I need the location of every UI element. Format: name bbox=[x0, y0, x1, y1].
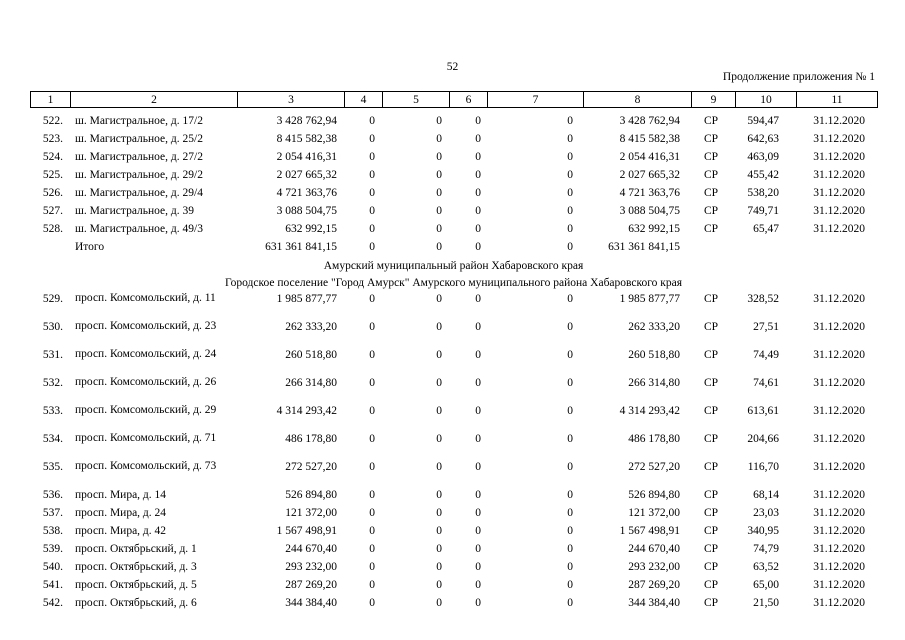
cell-col-11: 31.12.2020 bbox=[813, 561, 865, 573]
cell-col-4: 0 bbox=[369, 293, 375, 305]
cell-col-7: 0 bbox=[567, 543, 573, 555]
address-cell: просп. Мира, д. 42 bbox=[75, 525, 167, 537]
address-cell: ш. Магистральное, д. 17/2 bbox=[75, 115, 203, 127]
cell-col-10: 21,50 bbox=[753, 597, 779, 609]
cell-col-8: 3 428 762,94 bbox=[619, 115, 680, 127]
cell-col-7: 0 bbox=[567, 205, 573, 217]
cell-col-6: 0 bbox=[475, 579, 481, 591]
col-header-7: 7 bbox=[488, 92, 584, 108]
cell-col-3: 486 178,80 bbox=[285, 433, 337, 445]
cell-col-6: 0 bbox=[475, 489, 481, 501]
table-row bbox=[30, 321, 877, 349]
cell-col-10: 613,61 bbox=[747, 405, 779, 417]
section-heading-settlement: Городское поселение "Город Амурск" Амурского муниципального района Хабаровского края bbox=[224, 277, 683, 289]
total-v4: 0 bbox=[369, 241, 375, 253]
total-v5: 0 bbox=[436, 241, 442, 253]
cell-col-8: 486 178,80 bbox=[628, 433, 680, 445]
cell-col-7: 0 bbox=[567, 169, 573, 181]
cell-col-8: 4 314 293,42 bbox=[619, 405, 680, 417]
cell-col-5: 0 bbox=[436, 115, 442, 127]
cell-col-9: СР bbox=[703, 543, 719, 555]
cell-col-7: 0 bbox=[567, 377, 573, 389]
cell-col-4: 0 bbox=[369, 525, 375, 537]
cell-col-10: 642,63 bbox=[747, 133, 779, 145]
cell-col-10: 204,66 bbox=[747, 433, 779, 445]
cell-col-6: 0 bbox=[475, 405, 481, 417]
cell-col-11: 31.12.2020 bbox=[813, 205, 865, 217]
cell-col-11: 31.12.2020 bbox=[813, 461, 865, 473]
cell-col-9: СР bbox=[703, 461, 719, 473]
cell-col-4: 0 bbox=[369, 433, 375, 445]
cell-col-10: 340,95 bbox=[747, 525, 779, 537]
address-cell: просп. Октябрьский, д. 5 bbox=[75, 579, 197, 591]
cell-col-7: 0 bbox=[567, 461, 573, 473]
address-cell: просп. Октябрьский, д. 3 bbox=[75, 561, 197, 573]
cell-col-9: СР bbox=[703, 187, 719, 199]
address-cell: просп. Мира, д. 24 bbox=[75, 507, 167, 519]
cell-col-9: СР bbox=[703, 115, 719, 127]
cell-col-5: 0 bbox=[436, 405, 442, 417]
cell-col-4: 0 bbox=[369, 133, 375, 145]
col-header-8: 8 bbox=[584, 92, 692, 108]
cell-col-11: 31.12.2020 bbox=[813, 187, 865, 199]
cell-col-8: 244 670,40 bbox=[628, 543, 680, 555]
row-number: 526. bbox=[42, 187, 63, 199]
cell-col-11: 31.12.2020 bbox=[813, 169, 865, 181]
cell-col-6: 0 bbox=[475, 115, 481, 127]
cell-col-11: 31.12.2020 bbox=[813, 543, 865, 555]
row-number: 542. bbox=[42, 597, 63, 609]
cell-col-9: СР bbox=[703, 579, 719, 591]
cell-col-4: 0 bbox=[369, 543, 375, 555]
cell-col-11: 31.12.2020 bbox=[813, 293, 865, 305]
table-row bbox=[30, 187, 877, 205]
total-label: Итого bbox=[75, 241, 105, 253]
cell-col-8: 344 384,40 bbox=[628, 597, 680, 609]
row-number: 524. bbox=[42, 151, 63, 163]
cell-col-4: 0 bbox=[369, 349, 375, 361]
row-number: 540. bbox=[42, 561, 63, 573]
cell-col-5: 0 bbox=[436, 543, 442, 555]
cell-col-5: 0 bbox=[436, 579, 442, 591]
address-cell: ш. Магистральное, д. 27/2 bbox=[75, 151, 203, 163]
address-cell: просп. Комсомольский, д. 29 bbox=[75, 404, 217, 416]
cell-col-3: 262 333,20 bbox=[285, 321, 337, 333]
cell-col-11: 31.12.2020 bbox=[813, 223, 865, 235]
cell-col-4: 0 bbox=[369, 115, 375, 127]
row-number: 536. bbox=[42, 489, 63, 501]
row-number: 541. bbox=[42, 579, 63, 591]
cell-col-8: 1 985 877,77 bbox=[619, 293, 680, 305]
cell-col-5: 0 bbox=[436, 205, 442, 217]
address-cell: ш. Магистральное, д. 39 bbox=[75, 205, 195, 217]
table-row bbox=[30, 169, 877, 187]
table-row bbox=[30, 349, 877, 377]
cell-col-9: СР bbox=[703, 433, 719, 445]
cell-col-5: 0 bbox=[436, 597, 442, 609]
cell-col-11: 31.12.2020 bbox=[813, 579, 865, 591]
cell-col-6: 0 bbox=[475, 321, 481, 333]
cell-col-3: 1 985 877,77 bbox=[276, 293, 337, 305]
address-cell: ш. Магистральное, д. 29/2 bbox=[75, 169, 203, 181]
address-cell: просп. Мира, д. 14 bbox=[75, 489, 167, 501]
col-header-3: 3 bbox=[238, 92, 345, 108]
col-header-2: 2 bbox=[71, 92, 238, 108]
cell-col-11: 31.12.2020 bbox=[813, 377, 865, 389]
col-header-6: 6 bbox=[450, 92, 488, 108]
cell-col-4: 0 bbox=[369, 489, 375, 501]
cell-col-7: 0 bbox=[567, 133, 573, 145]
cell-col-11: 31.12.2020 bbox=[813, 349, 865, 361]
cell-col-11: 31.12.2020 bbox=[813, 133, 865, 145]
cell-col-11: 31.12.2020 bbox=[813, 151, 865, 163]
row-number: 525. bbox=[42, 169, 63, 181]
cell-col-10: 65,47 bbox=[753, 223, 779, 235]
cell-col-10: 749,71 bbox=[747, 205, 779, 217]
cell-col-10: 538,20 bbox=[747, 187, 779, 199]
cell-col-8: 2 027 665,32 bbox=[619, 169, 680, 181]
cell-col-6: 0 bbox=[475, 597, 481, 609]
cell-col-9: СР bbox=[703, 133, 719, 145]
total-v3: 631 361 841,15 bbox=[265, 241, 337, 253]
cell-col-9: СР bbox=[703, 223, 719, 235]
cell-col-7: 0 bbox=[567, 349, 573, 361]
table-row bbox=[30, 579, 877, 597]
cell-col-10: 455,42 bbox=[747, 169, 779, 181]
cell-col-11: 31.12.2020 bbox=[813, 597, 865, 609]
cell-col-5: 0 bbox=[436, 507, 442, 519]
cell-col-4: 0 bbox=[369, 561, 375, 573]
cell-col-3: 272 527,20 bbox=[285, 461, 337, 473]
cell-col-4: 0 bbox=[369, 579, 375, 591]
cell-col-3: 260 518,80 bbox=[285, 349, 337, 361]
cell-col-7: 0 bbox=[567, 579, 573, 591]
cell-col-8: 2 054 416,31 bbox=[619, 151, 680, 163]
row-group-magistralnoe bbox=[30, 115, 877, 241]
table-row bbox=[30, 115, 877, 133]
table-row bbox=[30, 543, 877, 561]
cell-col-10: 74,49 bbox=[753, 349, 779, 361]
cell-col-9: СР bbox=[703, 349, 719, 361]
table-row bbox=[30, 525, 877, 543]
cell-col-3: 2 027 665,32 bbox=[276, 169, 337, 181]
cell-col-7: 0 bbox=[567, 405, 573, 417]
cell-col-5: 0 bbox=[436, 489, 442, 501]
cell-col-8: 260 518,80 bbox=[628, 349, 680, 361]
cell-col-11: 31.12.2020 bbox=[813, 115, 865, 127]
row-number: 527. bbox=[42, 205, 63, 217]
cell-col-5: 0 bbox=[436, 321, 442, 333]
cell-col-3: 2 054 416,31 bbox=[276, 151, 337, 163]
cell-col-8: 121 372,00 bbox=[628, 507, 680, 519]
table-row bbox=[30, 293, 877, 321]
cell-col-7: 0 bbox=[567, 507, 573, 519]
cell-col-7: 0 bbox=[567, 321, 573, 333]
cell-col-9: СР bbox=[703, 377, 719, 389]
cell-col-7: 0 bbox=[567, 187, 573, 199]
cell-col-10: 594,47 bbox=[747, 115, 779, 127]
cell-col-3: 4 314 293,42 bbox=[276, 405, 337, 417]
cell-col-10: 23,03 bbox=[753, 507, 779, 519]
cell-col-11: 31.12.2020 bbox=[813, 405, 865, 417]
table-row bbox=[30, 223, 877, 241]
cell-col-5: 0 bbox=[436, 377, 442, 389]
address-cell: ш. Магистральное, д. 49/3 bbox=[75, 223, 203, 235]
row-number: 538. bbox=[42, 525, 63, 537]
cell-col-10: 27,51 bbox=[753, 321, 779, 333]
cell-col-5: 0 bbox=[436, 349, 442, 361]
cell-col-11: 31.12.2020 bbox=[813, 507, 865, 519]
address-cell: просп. Октябрьский, д. 6 bbox=[75, 597, 197, 609]
cell-col-5: 0 bbox=[436, 293, 442, 305]
cell-col-5: 0 bbox=[436, 223, 442, 235]
row-number: 530. bbox=[42, 321, 63, 333]
cell-col-6: 0 bbox=[475, 223, 481, 235]
cell-col-9: СР bbox=[703, 489, 719, 501]
cell-col-5: 0 bbox=[436, 169, 442, 181]
col-header-5: 5 bbox=[383, 92, 450, 108]
cell-col-9: СР bbox=[703, 205, 719, 217]
cell-col-9: СР bbox=[703, 597, 719, 609]
address-cell: просп. Комсомольский, д. 23 bbox=[75, 320, 217, 332]
cell-col-11: 31.12.2020 bbox=[813, 525, 865, 537]
col-header-1: 1 bbox=[31, 92, 71, 108]
address-cell: просп. Комсомольский, д. 24 bbox=[75, 348, 217, 360]
continuation-note: Продолжение приложения № 1 bbox=[722, 71, 875, 83]
cell-col-5: 0 bbox=[436, 433, 442, 445]
cell-col-11: 31.12.2020 bbox=[813, 321, 865, 333]
cell-col-3: 632 992,15 bbox=[285, 223, 337, 235]
address-cell: ш. Магистральное, д. 29/4 bbox=[75, 187, 203, 199]
cell-col-4: 0 bbox=[369, 461, 375, 473]
cell-col-9: СР bbox=[703, 321, 719, 333]
cell-col-3: 293 232,00 bbox=[285, 561, 337, 573]
cell-col-3: 3 428 762,94 bbox=[276, 115, 337, 127]
table-row bbox=[30, 561, 877, 579]
cell-col-8: 526 894,80 bbox=[628, 489, 680, 501]
cell-col-7: 0 bbox=[567, 489, 573, 501]
cell-col-7: 0 bbox=[567, 525, 573, 537]
row-group-mira-oktyabrsky bbox=[30, 489, 877, 615]
cell-col-8: 272 527,20 bbox=[628, 461, 680, 473]
address-cell: просп. Комсомольский, д. 71 bbox=[75, 432, 217, 444]
cell-col-9: СР bbox=[703, 507, 719, 519]
cell-col-9: СР bbox=[703, 151, 719, 163]
row-number: 535. bbox=[42, 461, 63, 473]
row-number: 532. bbox=[42, 377, 63, 389]
cell-col-7: 0 bbox=[567, 151, 573, 163]
table-row bbox=[30, 489, 877, 507]
cell-col-6: 0 bbox=[475, 169, 481, 181]
cell-col-4: 0 bbox=[369, 169, 375, 181]
address-cell: ш. Магистральное, д. 25/2 bbox=[75, 133, 203, 145]
cell-col-6: 0 bbox=[475, 543, 481, 555]
row-number: 528. bbox=[42, 223, 63, 235]
cell-col-3: 8 415 582,38 bbox=[276, 133, 337, 145]
table-row bbox=[30, 507, 877, 525]
table-row bbox=[30, 377, 877, 405]
cell-col-10: 63,52 bbox=[753, 561, 779, 573]
table-row bbox=[30, 133, 877, 151]
cell-col-6: 0 bbox=[475, 133, 481, 145]
total-v6: 0 bbox=[475, 241, 481, 253]
cell-col-7: 0 bbox=[567, 597, 573, 609]
cell-col-7: 0 bbox=[567, 115, 573, 127]
cell-col-5: 0 bbox=[436, 187, 442, 199]
address-cell: просп. Комсомольский, д. 73 bbox=[75, 460, 217, 472]
cell-col-3: 3 088 504,75 bbox=[276, 205, 337, 217]
cell-col-7: 0 bbox=[567, 561, 573, 573]
cell-col-7: 0 bbox=[567, 433, 573, 445]
cell-col-4: 0 bbox=[369, 507, 375, 519]
cell-col-6: 0 bbox=[475, 433, 481, 445]
cell-col-6: 0 bbox=[475, 205, 481, 217]
cell-col-3: 266 314,80 bbox=[285, 377, 337, 389]
table-row bbox=[30, 433, 877, 461]
cell-col-6: 0 bbox=[475, 151, 481, 163]
cell-col-11: 31.12.2020 bbox=[813, 433, 865, 445]
cell-col-5: 0 bbox=[436, 461, 442, 473]
cell-col-3: 526 894,80 bbox=[285, 489, 337, 501]
cell-col-6: 0 bbox=[475, 187, 481, 199]
address-cell: просп. Октябрьский, д. 1 bbox=[75, 543, 197, 555]
row-number: 533. bbox=[42, 405, 63, 417]
cell-col-10: 328,52 bbox=[747, 293, 779, 305]
table-body bbox=[30, 115, 877, 615]
total-v8: 631 361 841,15 bbox=[608, 241, 680, 253]
row-number: 537. bbox=[42, 507, 63, 519]
table-row bbox=[30, 461, 877, 489]
col-header-10: 10 bbox=[736, 92, 797, 108]
cell-col-8: 8 415 582,38 bbox=[619, 133, 680, 145]
column-header-table bbox=[30, 91, 878, 108]
table-row bbox=[30, 405, 877, 433]
cell-col-10: 116,70 bbox=[747, 461, 779, 473]
address-cell: просп. Комсомольский, д. 26 bbox=[75, 376, 217, 388]
cell-col-10: 74,61 bbox=[753, 377, 779, 389]
row-number: 522. bbox=[42, 115, 63, 127]
col-header-11: 11 bbox=[797, 92, 878, 108]
cell-col-6: 0 bbox=[475, 377, 481, 389]
cell-col-7: 0 bbox=[567, 223, 573, 235]
row-number: 523. bbox=[42, 133, 63, 145]
cell-col-5: 0 bbox=[436, 133, 442, 145]
cell-col-3: 1 567 498,91 bbox=[276, 525, 337, 537]
cell-col-9: СР bbox=[703, 525, 719, 537]
cell-col-5: 0 bbox=[436, 525, 442, 537]
row-group-komsomolsky bbox=[30, 293, 877, 489]
cell-col-4: 0 bbox=[369, 405, 375, 417]
cell-col-10: 463,09 bbox=[747, 151, 779, 163]
row-number: 534. bbox=[42, 433, 63, 445]
row-number: 539. bbox=[42, 543, 63, 555]
cell-col-10: 68,14 bbox=[753, 489, 779, 501]
cell-col-8: 4 721 363,76 bbox=[619, 187, 680, 199]
cell-col-6: 0 bbox=[475, 349, 481, 361]
cell-col-4: 0 bbox=[369, 223, 375, 235]
col-header-9: 9 bbox=[692, 92, 736, 108]
cell-col-4: 0 bbox=[369, 321, 375, 333]
cell-col-5: 0 bbox=[436, 151, 442, 163]
cell-col-8: 287 269,20 bbox=[628, 579, 680, 591]
cell-col-11: 31.12.2020 bbox=[813, 489, 865, 501]
table-row bbox=[30, 597, 877, 615]
cell-col-6: 0 bbox=[475, 461, 481, 473]
row-number: 529. bbox=[42, 293, 63, 305]
cell-col-3: 244 670,40 bbox=[285, 543, 337, 555]
cell-col-6: 0 bbox=[475, 507, 481, 519]
cell-col-3: 344 384,40 bbox=[285, 597, 337, 609]
cell-col-7: 0 bbox=[567, 293, 573, 305]
cell-col-8: 632 992,15 bbox=[628, 223, 680, 235]
cell-col-9: СР bbox=[703, 293, 719, 305]
cell-col-10: 74,79 bbox=[753, 543, 779, 555]
total-row bbox=[30, 241, 877, 259]
cell-col-8: 3 088 504,75 bbox=[619, 205, 680, 217]
cell-col-9: СР bbox=[703, 561, 719, 573]
cell-col-3: 4 721 363,76 bbox=[276, 187, 337, 199]
col-header-4: 4 bbox=[345, 92, 383, 108]
cell-col-10: 65,00 bbox=[753, 579, 779, 591]
cell-col-3: 121 372,00 bbox=[285, 507, 337, 519]
row-number: 531. bbox=[42, 349, 63, 361]
cell-col-4: 0 bbox=[369, 187, 375, 199]
cell-col-4: 0 bbox=[369, 597, 375, 609]
address-cell: просп. Комсомольский, д. 11 bbox=[75, 292, 216, 304]
cell-col-8: 262 333,20 bbox=[628, 321, 680, 333]
cell-col-6: 0 bbox=[475, 293, 481, 305]
cell-col-8: 1 567 498,91 bbox=[619, 525, 680, 537]
cell-col-5: 0 bbox=[436, 561, 442, 573]
total-v7: 0 bbox=[567, 241, 573, 253]
cell-col-6: 0 bbox=[475, 525, 481, 537]
cell-col-9: СР bbox=[703, 405, 719, 417]
cell-col-6: 0 bbox=[475, 561, 481, 573]
cell-col-4: 0 bbox=[369, 377, 375, 389]
page-number: 52 bbox=[446, 61, 459, 73]
table-row bbox=[30, 151, 877, 169]
cell-col-9: СР bbox=[703, 169, 719, 181]
table-row bbox=[30, 205, 877, 223]
section-heading-district: Амурский муниципальный район Хабаровского края bbox=[323, 260, 584, 272]
cell-col-3: 287 269,20 bbox=[285, 579, 337, 591]
cell-col-4: 0 bbox=[369, 151, 375, 163]
cell-col-8: 266 314,80 bbox=[628, 377, 680, 389]
cell-col-8: 293 232,00 bbox=[628, 561, 680, 573]
cell-col-4: 0 bbox=[369, 205, 375, 217]
